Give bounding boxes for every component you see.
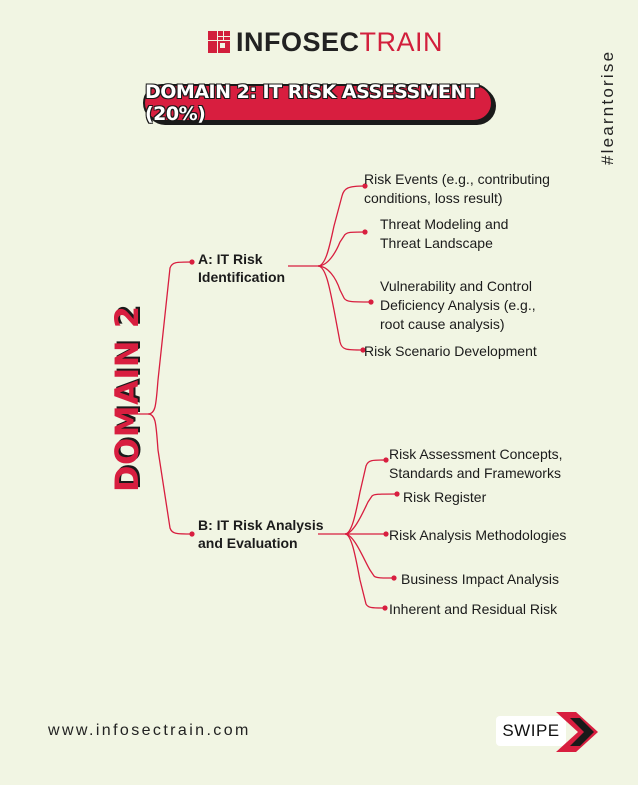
branch-b-item-5-line1: Inherent and Residual Risk: [389, 601, 558, 617]
branch-a-line1: A: IT Risk: [198, 251, 263, 267]
branch-a-item-4: [364, 342, 537, 361]
branch-b-item-3-line1: Risk Analysis Methodologies: [389, 527, 567, 543]
branch-b-item-2-line1: Risk Register: [403, 489, 487, 505]
branch-a-item-2: [380, 215, 508, 253]
dot-branch-a: [189, 259, 194, 264]
branch-b-label: [198, 516, 324, 552]
branch-a-item-3-line3: root cause analysis): [380, 316, 505, 332]
dot-b-4: [391, 575, 396, 580]
branch-a-item-3: [380, 277, 536, 334]
connector-a-1: [318, 186, 365, 266]
connector-root-b: [148, 414, 192, 534]
website-link[interactable]: www.infosectrain.com: [48, 722, 251, 739]
connector-a-3: [318, 266, 371, 302]
branch-a-item-4-line1: Risk Scenario Development: [364, 343, 537, 359]
brand-mark-icon: [208, 31, 230, 53]
swipe-button[interactable]: SWIPE: [496, 716, 566, 746]
dot-a-2: [362, 229, 367, 234]
connector-a-4: [318, 266, 363, 350]
connector-root-a: [148, 262, 192, 414]
connector-a-2: [318, 232, 365, 266]
page-title: DOMAIN 2: IT RISK ASSESSMENT (20%): [143, 84, 493, 122]
branch-b-item-3: [389, 526, 566, 545]
brand-name: [236, 28, 443, 56]
branch-a-item-1-line1: Risk Events (e.g., contributing: [364, 171, 550, 187]
connector-b-4: [345, 534, 394, 578]
swipe-chevron-icon[interactable]: [554, 712, 602, 752]
branch-b-item-1-line2: Standards and Frameworks: [389, 465, 561, 481]
branch-a-item-2-line1: Threat Modeling and: [380, 216, 509, 232]
dot-a-3: [368, 299, 373, 304]
hashtag-text: #learntorise: [598, 49, 617, 165]
dot-branch-b: [189, 531, 194, 536]
brand-name-part2: TRAIN: [359, 27, 444, 57]
connector-b-1: [345, 460, 386, 534]
branch-a-label: [198, 250, 285, 286]
branch-b-item-1: [389, 445, 563, 483]
branch-b-line1: B: IT Risk Analysis: [198, 517, 324, 533]
dot-b-2: [394, 491, 399, 496]
branch-b-line2: and Evaluation: [198, 535, 298, 551]
branch-a-item-1-line2: conditions, loss result): [364, 190, 503, 206]
brand-name-part1: INFOSEC: [236, 27, 360, 57]
branch-b-item-4-line1: Business Impact Analysis: [401, 571, 559, 587]
domain-label-text: DOMAIN 2: [108, 305, 146, 492]
branch-a-item-1: [364, 170, 550, 208]
branch-a-line2: Identification: [198, 269, 286, 285]
brand-logo: [208, 28, 443, 56]
dot-b-5: [382, 605, 387, 610]
branch-a-item-3-line2: Deficiency Analysis (e.g.,: [380, 297, 536, 313]
branch-a-item-3-line1: Vulnerability and Control: [380, 278, 533, 294]
branch-b-item-2: [403, 488, 486, 507]
dot-b-1: [383, 457, 388, 462]
branch-b-item-5: [389, 600, 557, 619]
branch-b-item-1-line1: Risk Assessment Concepts,: [389, 446, 563, 462]
connector-b-5: [345, 534, 385, 608]
branch-a-item-2-line2: Threat Landscape: [380, 235, 493, 251]
branch-b-item-4: [401, 570, 559, 589]
dot-b-3: [383, 531, 388, 536]
